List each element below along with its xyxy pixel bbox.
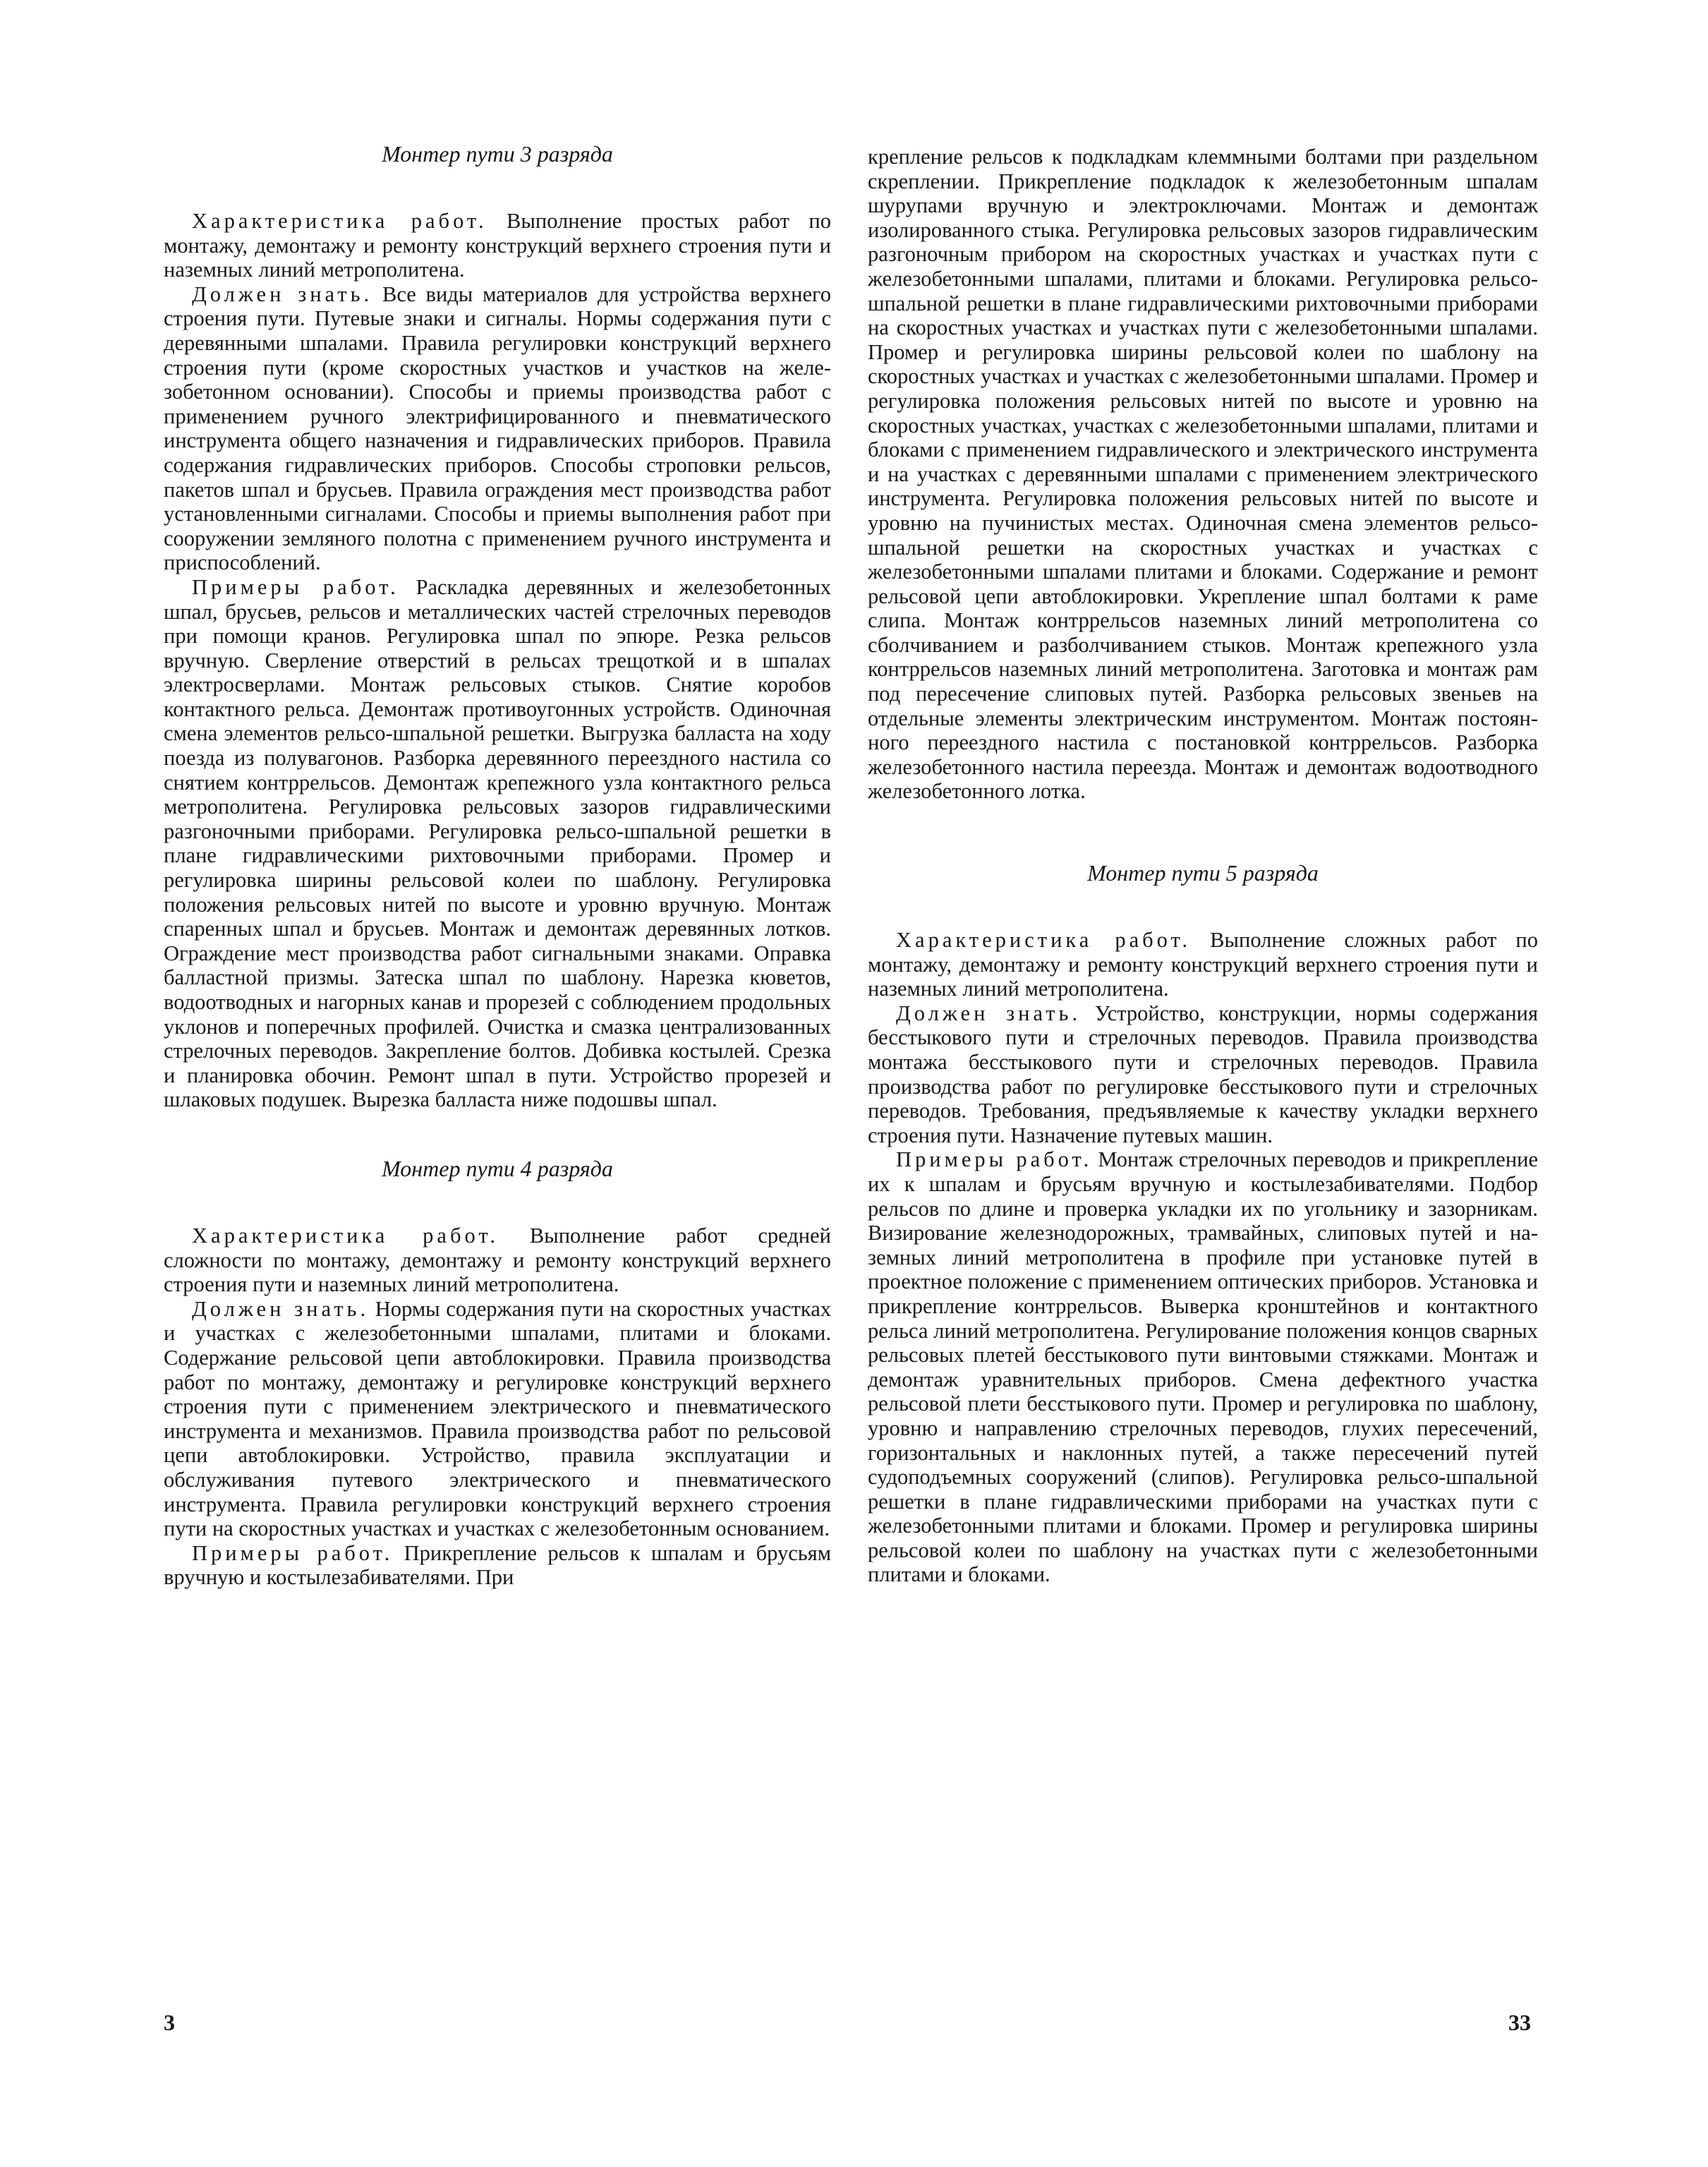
- paragraph-lead: Должен знать.: [192, 1296, 370, 1321]
- paragraph-body: Прикрепление рельсов к шпалам и брусьям вручную и костылезабивателями. При: [164, 1540, 831, 1590]
- paragraph-must-know: [868, 1001, 1538, 1148]
- paragraph-must-know: [164, 1297, 831, 1541]
- paragraph-body: Все виды материалов для устройства верхнего строения пути. Путевые знаки и сигналы. Нормы содержания пути с деревянными шпалами. Правила регулировки конструкций верхнего строения пути (кроме скоростных участков и участков на железобетонном основании). Способы и приемы производства работ с применением ручного электрифицированного и пневматического инструмента общего назначения и гидравлических приборов. Правила содержания гидравлических приборов. Способы строповки рельсов, пакетов шпал и брусьев. Правила ограждения мест производства работ установленными сигналами. Способы и приемы выполнения работ при сооружении земляного полотна с применением ручного инструмента и приспособлений.: [164, 282, 831, 575]
- paragraph-lead: Должен знать.: [896, 1001, 1082, 1025]
- paragraph-body: Выполнение простых работ по монтажу, демонтажу и ремонту конструкций верхнего строения пути и наземных линий метрополитена.: [164, 209, 831, 282]
- paragraph-work-examples: [164, 575, 831, 1112]
- paragraph-body: Монтаж стрелочных переводов и прикрепление их к шпалам и брусьям вручную и костылезабивателями. Подбор рельсов по длине и проверка укладки их по угольнику и зазорникам. Визирование железнодорожных, трамвайных, слиповых путей и наземных линий метрополитена в профиле при установке путей в проектное положение с применением оптических приборов. Установка и прикрепление контррельсов. Выверка кронштейнов и контактного рельса линий метрополитена. Регулирование положения концов сварных рельсовых плетей бесстыкового пути винтовыми стяжками. Монтаж и демонтаж уравнительных приборов. Смена дефектного участка рельсовой плети бесстыкового пути. Промер и регулировка по шаблону, уровню и направлению стрелочных переводов, глухих пересечений, горизонтальных и наклонных путей, а также пересечений путей судоподъемных сооружений (слипов). Регулировка рельсо-шпальной решетки в плане гидравлическими приборами на участках пути с железобетонными плитами и блоками. Промер и регулировка ширины рельсовой колеи по шаблону на участках пути с железобетонными плитами и блоками.: [868, 1147, 1538, 1587]
- paragraph-work-characteristics: [164, 1224, 831, 1297]
- left-column: [164, 140, 831, 1590]
- paragraph-work-examples: [868, 1147, 1538, 1587]
- paragraph-must-know: [164, 282, 831, 575]
- paragraph-lead: Должен знать.: [192, 282, 373, 306]
- paragraph-body: Нормы содержания пути на скоростных участках и участках с железобетонными шпалами, плитами и блоками. Содержание рельсовой цепи автоблокировки. Правила производства работ по монтажу, демонтажу и регулировке конструкций верхнего строения пути с применением электрического и пневматического инструмента и механизмов. Правила производства работ по рельсовой цепи автоблокировки. Устройство, правила эксплуатации и обслуживания путевого электрического и пневматического инструмента. Правила регулировки конструкций верхнего строения пути на скоростных участках и участках с железобетонным основанием.: [164, 1296, 831, 1541]
- paragraph-work-examples-continued: крепление рельсов к подкладкам клеммными болтами при раздельном скреплении. Прикрепление подкладок к железобетонным шпалам шурупами вручную и электроключами. Монтаж и демонтаж изолированного стыка. Регулировка рельсовых зазоров гидравлическим разгоночным прибором на скоростных участках и участках пути с железобетонными шпалами, плитами и блоками. Регулировка рельсо-шпальной решетки в плане гидравлическими рихтовочными приборами на скоростных участках и участках пути с железобетонными шпалами. Промер и регулировка ширины рельсовой колеи по шаблону на скоростных участках и участках с железобетонными шпалами. Промер и регулировка положения рельсовых нитей по высоте и уровню на скоростных участках, участках с железобетонными шпалами, плитами и блоками с применением гидравлического и электрического инструмента и на участках с деревянными шпалами с применением электрического инструмента. Регулировка положения рельсовых нитей по высоте и уровню на пучинистых местах. Одиночная смена элементов рельсошпальной решетки на скоростных участках и участках с железобетонными шпалами плитами и блоками. Содержание и ремонт рельсовой цепи автоблокировки. Укрепление шпал болтами к раме слипа. Монтаж контррельсов наземных линий метрополитена со сболчиванием и разболчиванием стыков. Монтаж крепежного узла контррельсов наземных линий метрополитена. Заготовка и монтаж рам под пересечение слиповых путей. Разборка рельсовых звеньев на отдельные элементы электрическим инструментом. Монтаж постоянного переездного настила с постановкой контррельсов. Разборка железобетонного настила переезда. Монтаж и демонтаж водоотводного железобетонного лотка.: [868, 145, 1538, 804]
- section-title-grade-3: Монтер пути 3 разряда: [382, 141, 613, 167]
- paragraph-body: Раскладка деревянных и железобетонных шпал, брусьев, рельсов и металлических частей стрелочных переводов при помощи кранов. Регулировка шпал по эпюре. Резка рельсов вручную. Сверление отверстий в рельсах трещоткой и в шпалах электросверлами. Монтаж рельсовых стыков. Снятие коробов контактного рельса. Демонтаж противоугонных устройств. Одиночная смена элементов рельсо-шпальной решетки. Выгрузка балласта на ходу поезда из полувагонов. Разборка деревянного переездного настила со снятием контррельсов. Демонтаж крепежного узла контактного рельса метрополитена. Регулировка рельсовых зазоров гидравлическими разгоночными приборами. Регулировка рельсо-шпальной решетки в плане гидравлическими рихтовочными приборами. Промер и регулировка ширины рельсовой колеи по шаблону. Регулировка положения рельсовых нитей по высоте и уровню вручную. Монтаж спаренных шпал и брусьев. Монтаж и демонтаж деревянных лотков. Ограждение мест производства работ сигнальными знаками. Оправка балластной призмы. Затеска шпал по шаблону. Нарезка кюветов, водоотводных и нагорных канав и прорезей с соблюдением продольных уклонов и поперечных профилей. Очистка и смазка централизованных стрелочных переводов. Закрепление болтов. Добивка костылей. Срезка и планировка обочин. Ремонт шпал в пути. Устройство прорезей и шлаковых подушек. Вырезка балласта ниже подошвы шпал.: [164, 574, 832, 1112]
- paragraph-lead: Примеры работ.: [192, 1540, 394, 1565]
- paragraph-body: Выполнение работ средней сложности по монтажу, демонтажу и ремонту конструкций верхнего строения пути и наземных линий метрополитена.: [164, 1223, 831, 1297]
- right-column: [868, 145, 1538, 1587]
- paragraph-lead: Характеристика работ.: [896, 928, 1192, 953]
- page-number-right: 33: [1508, 2010, 1531, 2035]
- section-title-grade-5: Монтер пути 5 разряда: [1087, 860, 1319, 886]
- paragraph-work-examples: [164, 1541, 831, 1590]
- paragraph-lead: Характеристика работ.: [192, 1223, 499, 1248]
- section-title-grade-4: Монтер пути 4 разряда: [382, 1155, 613, 1181]
- paragraph-work-characteristics: [868, 928, 1538, 1001]
- paragraph-lead: Характеристика работ.: [192, 209, 487, 233]
- paragraph-lead: Примеры работ.: [192, 574, 399, 599]
- paragraph-body: Выполнение сложных работ по монтажу, демонтажу и ремонту конструкций верхнего строения пути и наземных линий метрополитена.: [868, 928, 1538, 1001]
- paragraph-work-characteristics: [164, 209, 831, 282]
- paragraph-lead: Примеры работ.: [896, 1147, 1093, 1172]
- paragraph-body: Устройство, конструкции, нормы содержания бесстыкового пути и стрелочных переводов. Правила производства монтажа бесстыкового пути и стрелочных переводов. Правила производства работ по регулировке бесстыкового пути и стрелочных переводов. Требования, предъявляемые к качеству укладки верхнего строения пути. Назначение путевых машин.: [868, 1001, 1538, 1147]
- page-number-left: 3: [164, 2010, 175, 2035]
